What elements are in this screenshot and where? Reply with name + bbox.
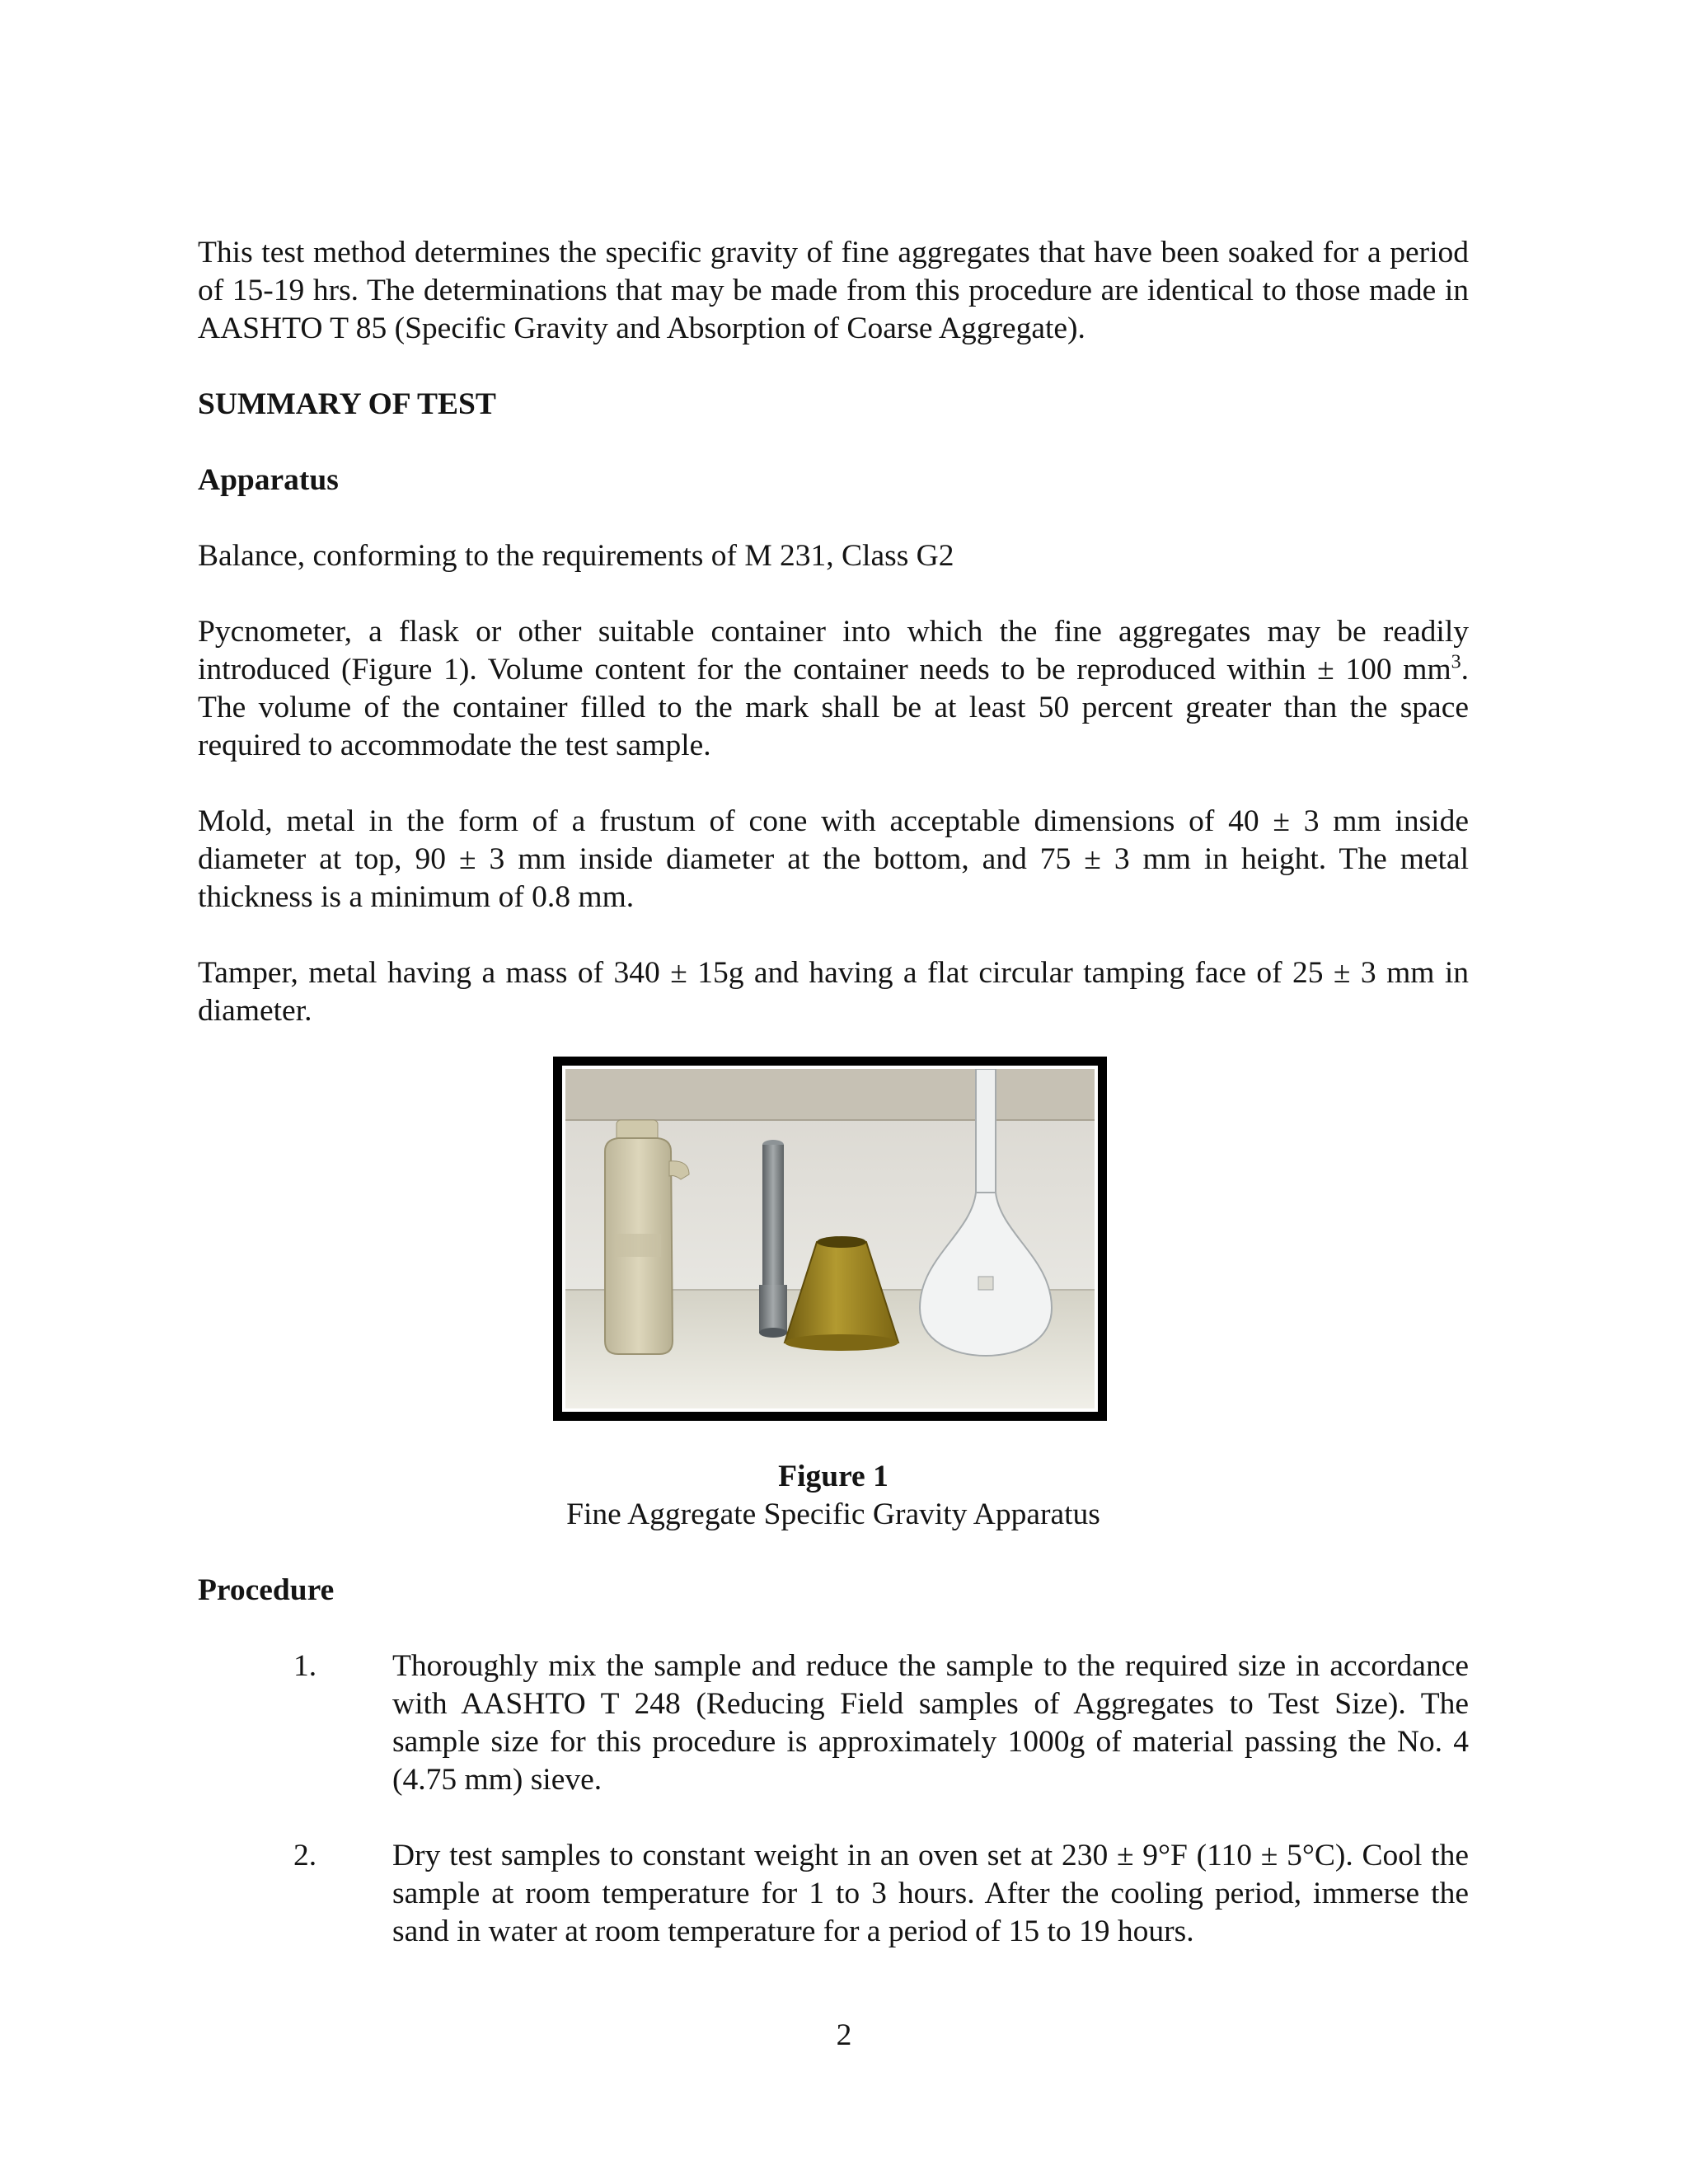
figure-caption-text: Fine Aggregate Specific Gravity Apparatus: [566, 1497, 1100, 1531]
list-item: [198, 1837, 1469, 1951]
mold-paragraph: Mold, metal in the form of a frustum of cone with acceptable dimensions of 40 ± 3 mm inside diameter at top, 90 ± 3 mm inside diameter at the bottom, and 75 ± 3 mm in height. The metal thickness is a minimum of 0.8 mm.: [198, 804, 1469, 914]
pycnometer-text-b: . The volume of the container filled to the mark shall be at least 50 percent greater than the space required to accommodate the test sample.: [198, 653, 1469, 762]
pycnometer-text-a: Pycnometer, a flask or other suitable container into which the fine aggregates may be readily introduced (Figure 1). Volume content for the container needs to be reproduced within ± 100 mm: [198, 615, 1469, 687]
superscript: 3: [1451, 651, 1461, 673]
body-text: [198, 234, 1469, 1030]
tamper-paragraph: Tamper, metal having a mass of 340 ± 15g and having a flat circular tamping face of 25 ± 3 mm in diameter.: [198, 956, 1469, 1028]
step-text: Thoroughly mix the sample and reduce the sample to the required size in accordance with AASHTO T 248 (Reducing Field samples of Aggregates to Test Size). The sample size for this procedure is approximately 1000g of material passing the No. 4 (4.75 mm) sieve.: [392, 1649, 1469, 1797]
list-item: [198, 1647, 1469, 1799]
step-number: 1.: [293, 1649, 317, 1683]
apparatus-heading: Apparatus: [198, 463, 339, 497]
step-number: 2.: [293, 1839, 317, 1872]
apparatus-photo-illustration: [565, 1069, 1095, 1408]
page-number: 2: [836, 2018, 852, 2052]
balance-paragraph: Balance, conforming to the requirements of M 231, Class G2: [198, 539, 954, 573]
procedure-steps: [198, 1647, 1469, 1951]
summary-heading: SUMMARY OF TEST: [198, 387, 496, 421]
figure-label: Figure 1: [778, 1460, 889, 1493]
figure-caption: [198, 1458, 1469, 1534]
pycnometer-paragraph: [198, 613, 1469, 765]
figure-photo: [553, 1057, 1107, 1421]
procedure-heading: Procedure: [198, 1573, 335, 1607]
step-text: Dry test samples to constant weight in an oven set at 230 ± 9°F (110 ± 5°C). Cool the sample at room temperature for 1 to 3 hours. After the cooling period, immerse the sand in water at room temperature for a period of 15 to 19 hours.: [392, 1839, 1469, 1948]
intro-paragraph: This test method determines the specific gravity of fine aggregates that have been soaked for a period of 15-19 hrs. The determinations that may be made from this procedure are identical to those made in AASHTO T 85 (Specific Gravity and Absorption of Coarse Aggregate).: [198, 236, 1469, 345]
procedure-section: [198, 1572, 1469, 1951]
apparatus-photo: [562, 1066, 1098, 1412]
